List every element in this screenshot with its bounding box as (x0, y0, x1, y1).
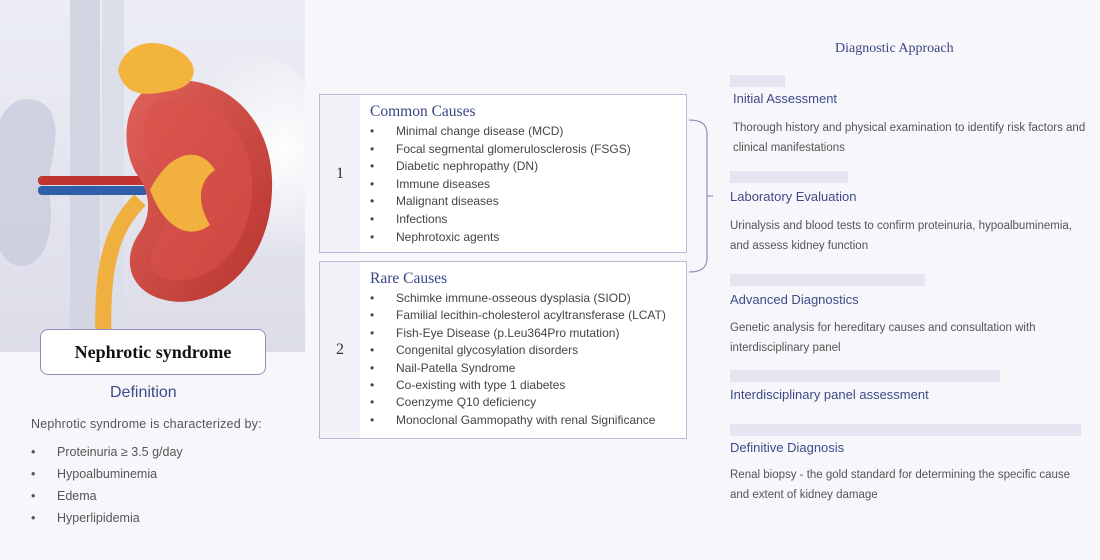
bullet-icon: • (31, 489, 36, 503)
bullet-icon: • (370, 229, 375, 244)
step-title-advanced: Advanced Diagnostics (730, 292, 859, 307)
bullet-icon: • (370, 325, 375, 340)
bullet-icon: • (31, 511, 36, 525)
bullet-icon: • (370, 378, 375, 393)
list-item: • Nail-Patella Syndrome (370, 360, 666, 377)
list-item: • Infections (370, 211, 631, 229)
list-item: • Diabetic nephropathy (DN) (370, 158, 631, 176)
step-title-interdisciplinary: Interdisciplinary panel assessment (730, 387, 929, 402)
common-causes-box (319, 94, 687, 253)
bullet-icon: • (370, 194, 375, 209)
kidney-icon (0, 0, 305, 352)
list-item: • Familial lecithin-cholesterol acyltransferase (LCAT) (370, 307, 666, 324)
step-title-initial: Initial Assessment (733, 91, 838, 106)
bullet-icon: • (370, 395, 375, 410)
bullet-icon: • (370, 124, 375, 138)
box-number: 1 (320, 95, 360, 252)
step-title-definitive: Definitive Diagnosis (730, 440, 845, 455)
list-item: • Hypoalbuminemia (31, 466, 183, 488)
bullet-icon: • (370, 412, 375, 427)
bullet-icon: • (31, 467, 36, 481)
list-item: • Schimke immune-osseous dysplasia (SIOD) (370, 290, 666, 307)
list-item: • Malignant diseases (370, 193, 631, 211)
rare-causes-box (319, 261, 687, 439)
bullet-icon: • (31, 445, 36, 459)
list-item: • Proteinuria ≥ 3.5 g/day (31, 444, 183, 466)
box-title: Rare Causes (370, 270, 448, 287)
step-bar (730, 424, 1081, 436)
step-bar (730, 171, 848, 183)
bullet-icon: • (370, 291, 375, 305)
list-item: • Fish-Eye Disease (p.Leu364Pro mutation) (370, 325, 666, 342)
list-item: • Immune diseases (370, 176, 631, 194)
step-desc-laboratory: Urinalysis and blood tests to confirm proteinuria, hypoalbuminemia, and assess kidney function (730, 220, 1072, 252)
bullet-icon: • (370, 211, 375, 226)
step-bar (730, 370, 1000, 382)
definition-intro: Nephrotic syndrome is characterized by: (31, 417, 262, 431)
list-item: • Monoclonal Gammopathy with renal Significance (370, 412, 666, 429)
list-item: • Hyperlipidemia (31, 510, 183, 532)
step-desc-advanced: Genetic analysis for hereditary causes and consultation with interdisciplinary panel (730, 322, 1036, 354)
bullet-icon: • (370, 308, 375, 323)
step-desc-initial: Thorough history and physical examination to identify risk factors and clinical manifestations (733, 122, 1086, 154)
step-title-laboratory: Laboratory Evaluation (730, 189, 857, 204)
step-bar (730, 75, 785, 87)
list-item: • Focal segmental glomerulosclerosis (FSGS) (370, 141, 631, 159)
cause-list (370, 123, 631, 246)
step-desc-definitive: Renal biopsy - the gold standard for determining the specific cause and extent of kidney damage (730, 469, 1071, 501)
step-bar (730, 274, 925, 286)
bullet-icon: • (370, 343, 375, 358)
box-title: Common Causes (370, 103, 476, 120)
list-item: • Coenzyme Q10 deficiency (370, 394, 666, 411)
list-item: • Minimal change disease (MCD) (370, 123, 631, 141)
box-number: 2 (320, 262, 360, 438)
definition-list (31, 444, 183, 532)
bullet-icon: • (370, 159, 375, 174)
bullet-icon: • (370, 360, 375, 375)
list-item: • Edema (31, 488, 183, 510)
bullet-icon: • (370, 141, 375, 156)
definition-heading: Definition (110, 384, 177, 401)
kidney-illustration (0, 0, 305, 352)
cause-list (370, 290, 666, 429)
diagnostic-heading: Diagnostic Approach (835, 41, 954, 56)
bracket-connector (687, 118, 713, 274)
bullet-icon: • (370, 176, 375, 191)
list-item: • Nephrotoxic agents (370, 229, 631, 247)
page-title: Nephrotic syndrome (40, 329, 266, 375)
list-item: • Congenital glycosylation disorders (370, 342, 666, 359)
list-item: • Co-existing with type 1 diabetes (370, 377, 666, 394)
